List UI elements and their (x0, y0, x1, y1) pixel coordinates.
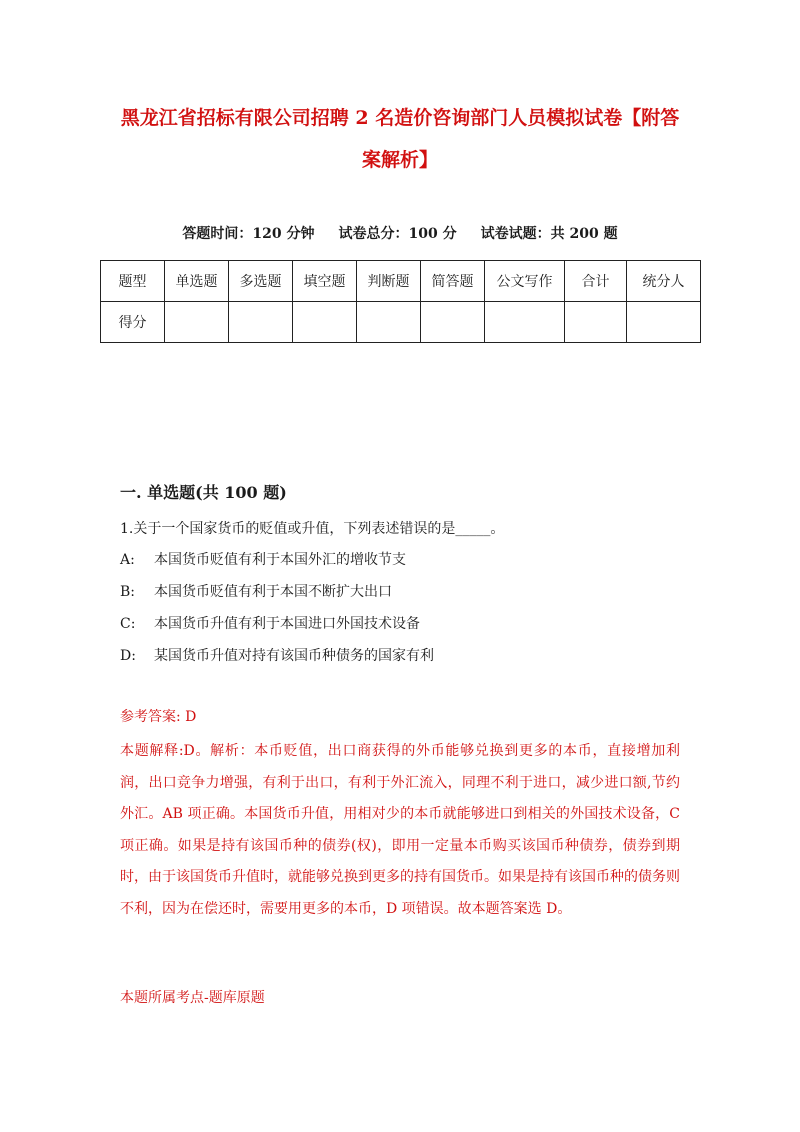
option-letter: C: (120, 616, 136, 632)
score-table (100, 260, 701, 343)
score-table-header-row (101, 261, 701, 302)
score-table-header-cell: 填空题 (293, 261, 357, 302)
option-letter: D: (120, 648, 136, 664)
score-cell (293, 302, 357, 343)
option-text: 本国货币升值有利于本国进口外国技术设备 (154, 616, 420, 632)
exam-question-count: 试卷试题：共 200 题 (480, 226, 618, 242)
score-table-header-cell: 合计 (565, 261, 627, 302)
option-letter: B: (120, 584, 136, 600)
section-title: 一. 单选题(共 100 题) (120, 483, 287, 502)
score-table-header-cell: 单选题 (165, 261, 229, 302)
score-table-header-cell: 题型 (101, 261, 165, 302)
reference-answer: 参考答案: D (120, 709, 197, 725)
score-table-header-cell: 公文写作 (485, 261, 565, 302)
score-table-header-cell: 统分人 (627, 261, 701, 302)
score-row-label: 得分 (101, 302, 165, 343)
option-text: 本国货币贬值有利于本国不断扩大出口 (154, 584, 392, 600)
document-title-line-1: 黑龙江省招标有限公司招聘 2 名造价咨询部门人员模拟试卷【附答 (120, 107, 680, 129)
score-table-header-cell: 简答题 (421, 261, 485, 302)
option-text: 本国货币贬值有利于本国外汇的增收节支 (154, 552, 406, 568)
score-table-header-cell: 多选题 (229, 261, 293, 302)
option-c (120, 614, 420, 634)
option-d (120, 646, 434, 666)
score-cell (421, 302, 485, 343)
score-cell (229, 302, 293, 343)
question-stem: 1.关于一个国家货币的贬值或升值，下列表述错误的是_____。 (120, 521, 505, 537)
score-cell (165, 302, 229, 343)
knowledge-point: 本题所属考点-题库原题 (120, 990, 265, 1006)
answer-explanation: 本题解释:D。解析：本币贬值，出口商获得的外币能够兑换到更多的本币，直接增加利润，出口竞争力增强，有利于出口，有利于外汇流入，同理不利于进口，减少进口额,节约外汇。AB 项正确。本国货币升值，用相对少的本币就能够进口到相关的外国技术设备，C 项正确。如果是持有该国币种的债券(权)，即用一定量本币购买该国币种债券，债券到期时，由于该国货币升值时，就能够兑换到更多的持有国货币。如果是持有该国币种的债务则不利，因为在偿还时，需要用更多的本币，D 项错误。故本题答案选 D。 (120, 743, 680, 917)
score-cell (627, 302, 701, 343)
score-cell (357, 302, 421, 343)
option-a (120, 550, 406, 570)
score-table-header-cell: 判断题 (357, 261, 421, 302)
document-title-line-2: 案解析】 (361, 149, 438, 171)
score-table-score-row (101, 302, 701, 343)
option-letter: A: (120, 552, 135, 568)
score-cell (565, 302, 627, 343)
option-text: 某国货币升值对持有该国币种债务的国家有利 (154, 648, 434, 664)
exam-total-score: 试卷总分：100 分 (338, 226, 457, 242)
exam-time: 答题时间：120 分钟 (182, 226, 315, 242)
score-cell (485, 302, 565, 343)
option-b (120, 582, 392, 602)
exam-meta (100, 224, 700, 244)
